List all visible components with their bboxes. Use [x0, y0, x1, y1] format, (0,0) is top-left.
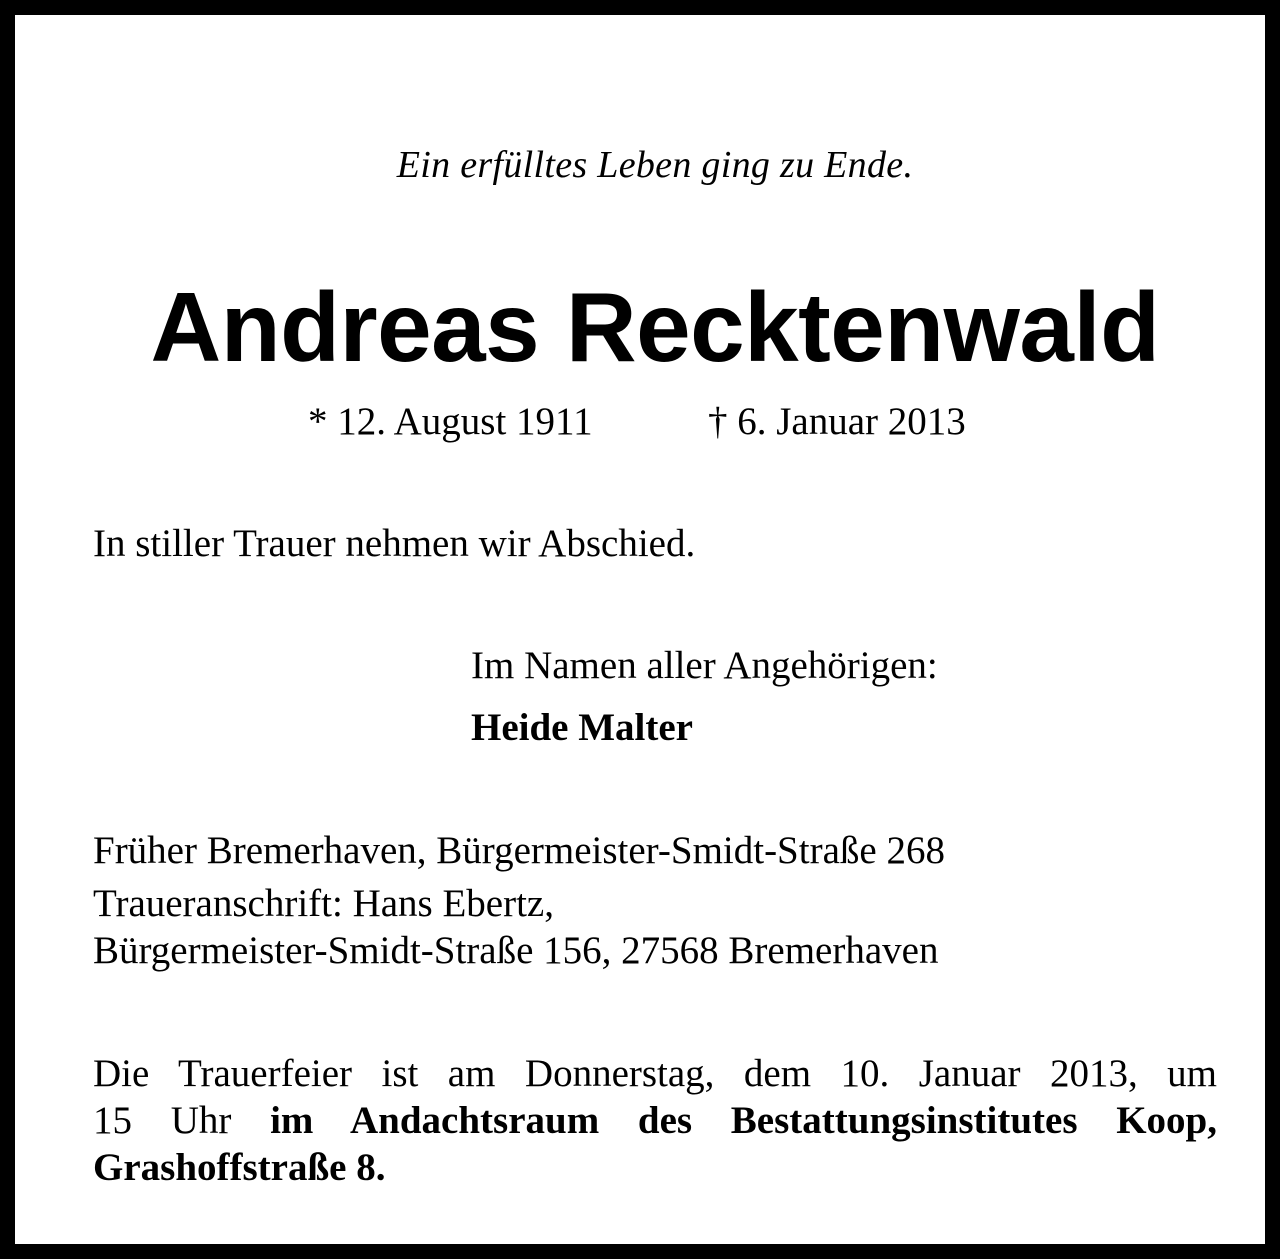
service-street: Grashoffstraße 8. — [93, 1146, 386, 1189]
death-date: † 6. Januar 2013 — [708, 400, 966, 443]
service-location: im Andachtsraum des Bestattungsinstitutes Koop, — [270, 1099, 1217, 1142]
signoff-text: Im Namen aller Angehörigen: — [471, 644, 938, 687]
signer-name: Heide Malter — [471, 706, 693, 749]
deceased-name: Andreas Recktenwald — [150, 272, 1160, 382]
former-address: Früher Bremerhaven, Bürgermeister-Smidt-Straße 268 — [93, 829, 945, 872]
address-block — [93, 828, 945, 974]
service-time: 15 Uhr — [93, 1099, 271, 1142]
service-line-1: Die Trauerfeier ist am Donnerstag, dem 10. Januar 2013, um — [93, 1052, 1217, 1095]
tagline: Ein erfülltes Leben ging zu Ende. — [396, 144, 914, 186]
condolence-address-line2: Bürgermeister-Smidt-Straße 156, 27568 Bremerhaven — [93, 929, 939, 972]
birth-date: * 12. August 1911 — [308, 400, 593, 443]
farewell-text: In stiller Trauer nehmen wir Abschied. — [93, 522, 696, 565]
funeral-service-info — [93, 1050, 1217, 1191]
service-line-2 — [93, 1097, 1217, 1144]
condolence-address — [93, 880, 945, 974]
condolence-address-line1: Traueranschrift: Hans Ebertz, — [93, 882, 554, 925]
